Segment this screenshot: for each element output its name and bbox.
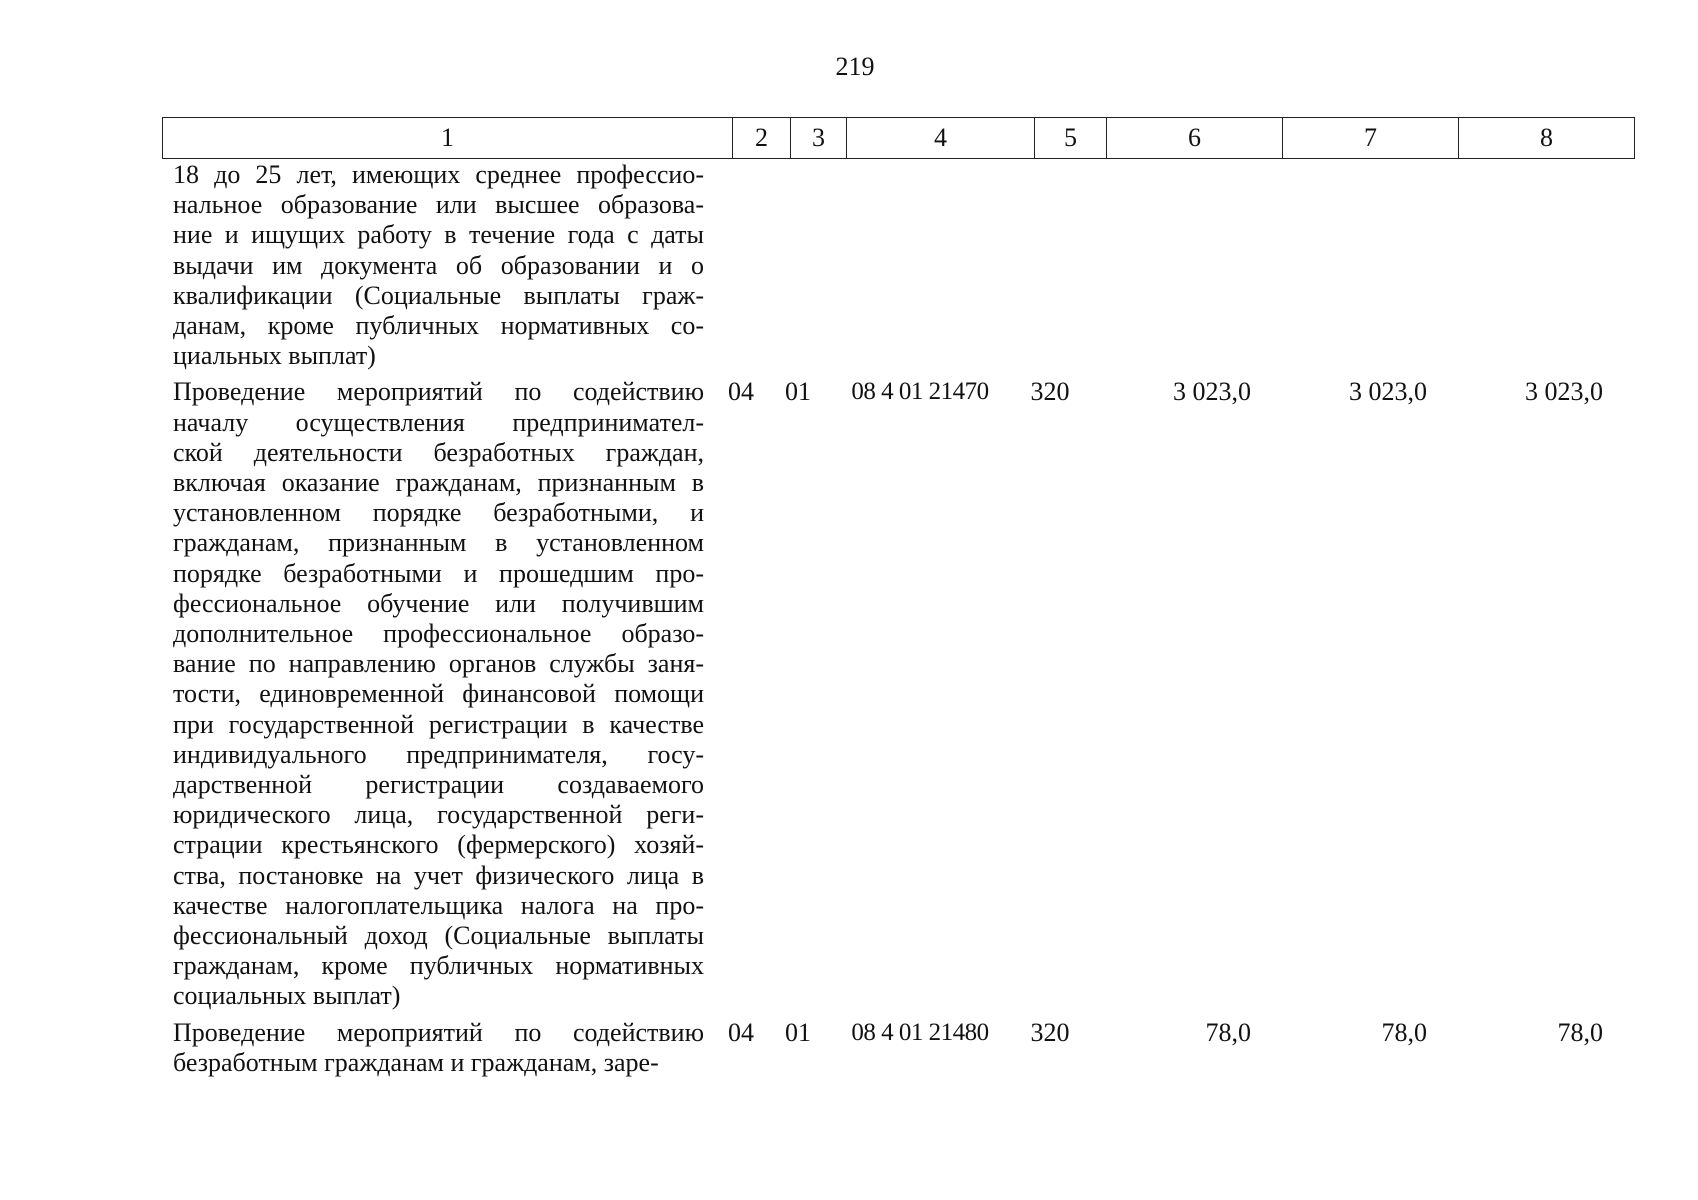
description-line: фессиональный доход (Социальные выплаты: [173, 921, 704, 951]
header-col-4: 4: [847, 118, 1035, 159]
description-line: ской деятельности безработных граждан,: [173, 437, 704, 467]
header-col-3: 3: [791, 118, 847, 159]
description-line: нальное образование или высшее образова-: [173, 190, 704, 220]
description-line: данам, кроме публичных нормативных со-: [173, 311, 704, 341]
header-col-8: 8: [1459, 118, 1635, 159]
description-line: ние и ищущих работу в течение года с даты: [173, 220, 704, 250]
row-cell-c6: 3 023,0: [1173, 377, 1251, 407]
row-cell-c4: 08 4 01 21480: [851, 1018, 989, 1046]
header-row: [163, 118, 1635, 159]
row-cell-c3: 01: [785, 1017, 811, 1047]
table-row: [162, 377, 1634, 1011]
header-col-7: 7: [1283, 118, 1459, 159]
description-line: при государственной регистрации в качестве: [173, 709, 704, 739]
row-cell-c4: 08 4 01 21470: [851, 378, 989, 406]
table-body: [162, 160, 1634, 1078]
description-line: тости, единовременной финансовой помощи: [173, 679, 704, 709]
header-col-5: 5: [1035, 118, 1107, 159]
header-col-1: 1: [163, 118, 733, 159]
description-line: началу осуществления предпринимател-: [173, 407, 704, 437]
row-cell-c8: 3 023,0: [1525, 377, 1603, 407]
description-line: порядке безработными и прошедшим про-: [173, 558, 704, 588]
row-cell-c3: 01: [785, 377, 811, 407]
description-line: юридического лица, государственной реги-: [173, 800, 704, 830]
description-line: дополнительное профессиональное образо-: [173, 619, 704, 649]
row-cell-c7: 78,0: [1381, 1017, 1427, 1047]
row-cell-c5: 320: [1030, 377, 1070, 407]
description-line: дарственной регистрации создаваемого: [173, 770, 704, 800]
header-col-6: 6: [1107, 118, 1283, 159]
description-line: гражданам, признанным в установленном: [173, 528, 704, 558]
description-line: циальных выплат): [173, 341, 376, 371]
page-number: 219: [835, 52, 875, 81]
description-line: вание по направлению органов службы заня-: [173, 649, 704, 679]
description-line: выдачи им документа об образовании и о: [173, 250, 704, 280]
row-cell-c8: 78,0: [1557, 1017, 1603, 1047]
table-row: [162, 160, 1634, 371]
description-line: включая оказание гражданам, признанным в: [173, 468, 704, 498]
row-cell-c2: 04: [728, 1017, 754, 1047]
row-description: [162, 1018, 712, 1078]
description-line: качестве налогоплательщика налога на про-: [173, 890, 704, 920]
description-line: безработным гражданам и гражданам, заре-: [173, 1047, 659, 1077]
description-line: квалификации (Социальные выплаты граж-: [173, 280, 704, 310]
description-line: установленном порядке безработными, и: [173, 498, 704, 528]
table-header: [162, 117, 1635, 159]
row-cell-c6: 78,0: [1205, 1017, 1251, 1047]
description-line: ства, постановке на учет физического лица в: [173, 860, 704, 890]
row-cell-c2: 04: [728, 377, 754, 407]
header-col-2: 2: [733, 118, 791, 159]
row-cell-c5: 320: [1030, 1017, 1070, 1047]
table-row: [162, 1018, 1634, 1078]
description-line: Проведение мероприятий по содействию: [173, 377, 704, 407]
description-line: фессиональное обучение или получившим: [173, 588, 704, 618]
description-line: 18 до 25 лет, имеющих среднее профессио-: [173, 160, 704, 189]
description-line: индивидуального предпринимателя, госу-: [173, 739, 704, 769]
description-line: Проведение мероприятий по содействию: [173, 1017, 704, 1047]
description-line: страции крестьянского (фермерского) хозяй-: [173, 830, 704, 860]
description-line: социальных выплат): [173, 981, 401, 1011]
description-line: гражданам, кроме публичных нормативных: [173, 951, 704, 981]
row-description: [162, 377, 712, 1011]
row-description: [162, 160, 712, 371]
row-cell-c7: 3 023,0: [1349, 377, 1427, 407]
